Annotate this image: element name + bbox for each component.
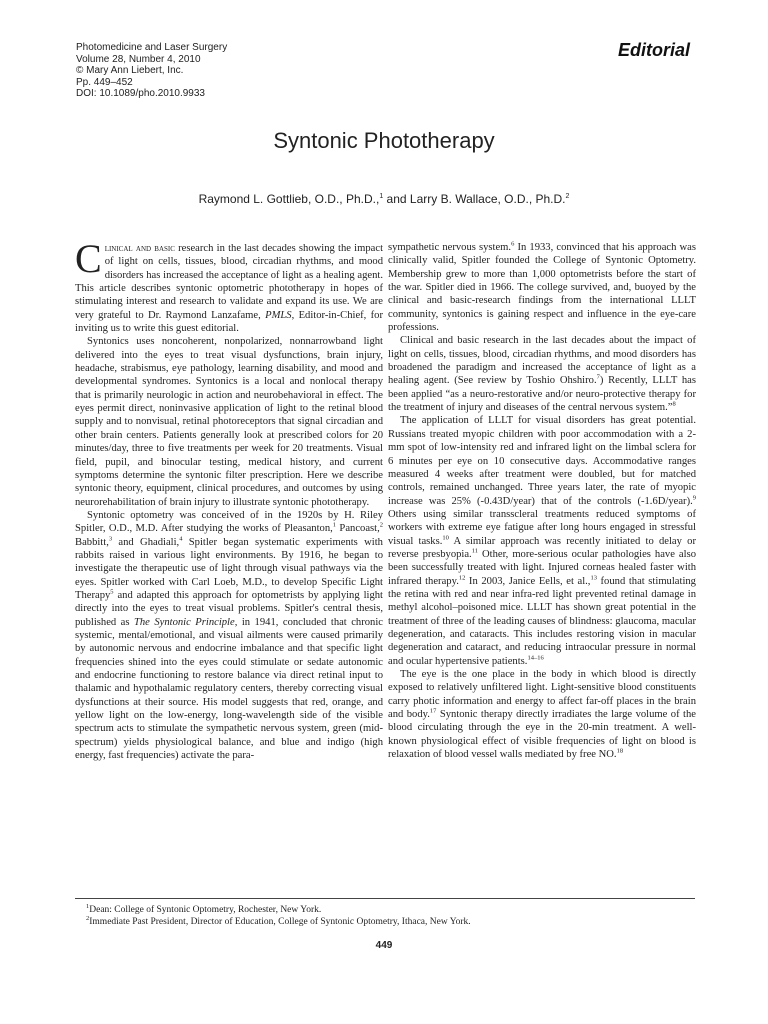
- footnote-text: Immediate Past President, Director of Education, College of Syntonic Optometry, Ithaca, New York.: [89, 917, 471, 927]
- article-title: Syntonic Phototherapy: [273, 128, 495, 153]
- citation: 1: [332, 521, 337, 529]
- text-run: Syntonic therapy directly irradiates the large volume of the blood circulating through the eye in the 20-min treatment. A well-known physiological effect of visible frequencies of light on blood is relaxation of blood vessel walls mediated by free NO.: [388, 709, 696, 761]
- text-run: Spitler began systematic experiments with rabbits raised in various light environments. By 1916, he began to investigate the therapeutic use of light through visual pathways via the eyes. Spitler worked with Carl Loeb, M.D., to develop Specific Light Therapy: [75, 536, 383, 601]
- text-run: Syntonic optometry was conceived of in the 1920s by H. Riley Spitler, O.D., M.D. After studying the works of Pleasanton,: [75, 509, 383, 535]
- journal-publisher: © Mary Ann Liebert, Inc.: [76, 65, 184, 77]
- page-number: 449: [375, 940, 393, 951]
- text-run: , in 1941, concluded that chronic systemic, mental/emotional, and visual ailments were caused primarily by autonomic nervous and endocrine imbalance and that specific light frequencies shined into the eyes could stimulate or sedate autonomic and endocrine functioning to restore balance via direct retinal input to thalamic and hypothalamic regulatory centers, thereby correcting visual dysfunctions at their source. His model suggests that red, orange, and yellow light on the low-energy, long-wavelength side of the visible spectrum acts to stimulate the sympathetic nervous system, green (mid-spectrum) yields physiological balance, and blue and indigo (high energy, fast frequencies) activate the para-: [75, 616, 383, 762]
- text-run: The eye is the one place in the body in which blood is directly exposed to relatively unfiltered light. Light-sensitive blood constituents carry photic information and energy to affect far-off places in the brain and body.: [388, 669, 696, 721]
- author-1: Raymond L. Gottlieb, O.D., Ph.D.,: [198, 192, 380, 206]
- citation: 17: [429, 707, 437, 715]
- section-label: Editorial: [617, 40, 690, 60]
- text-run: found that stimulating the retina with red and near infra-red light prevented retinal damage in methyl alcohol–poisoned mice. LLLT has shown great potential in the treatment of three of the leading causes of blindness: glaucoma, macular degeneration, and cataracts. This includes restoring vision in macular degeneration and cataract, and reducing intraocular pressure in normal and ocular hypertensive patients.: [388, 575, 696, 667]
- text-run: , Editor-in-Chief, for inviting us to write this guest editorial.: [75, 309, 383, 335]
- citation: 8: [672, 400, 676, 408]
- journal-volume: Volume 28, Number 4, 2010: [76, 53, 201, 65]
- author-connector: and Larry B. Wallace, O.D., Ph.D.: [383, 192, 566, 206]
- author-1-affiliation: 1: [379, 193, 384, 200]
- footnote-marker: 1: [86, 902, 90, 910]
- text-run: and Ghadiali,: [112, 536, 180, 548]
- citation: 7: [596, 373, 600, 381]
- footnote-text: Dean: College of Syntonic Optometry, Rochester, New York.: [89, 905, 322, 915]
- text-run: Others using similar transscleral treatments reduced symptoms of workers with extreme eye fatigue after long hours engaged in stressful visual tasks.: [388, 508, 696, 547]
- citation: 2: [379, 521, 383, 529]
- drop-cap: C: [75, 236, 102, 281]
- footnote-marker: 2: [86, 914, 90, 922]
- journal-pages: Pp. 449–452: [76, 76, 133, 88]
- footnote-2: [86, 916, 686, 928]
- text-run: and adapted this approach for optometrists by applying light directly into the eyes to treat visual problems. Spitler's central thesis, published as: [75, 589, 383, 628]
- citation: 13: [590, 574, 597, 582]
- citation: 18: [616, 747, 624, 755]
- citation: 14–16: [527, 654, 544, 662]
- text-run: Other, more-serious ocular pathologies have also been successfully treated with light. Injured corneas healed faster with infrared therapy.: [388, 548, 696, 587]
- paragraph-syntonics: Syntonics uses noncoherent, nonpolarized, nonnarrowband light delivered into the eyes to treat visual dysfunctions, brain injury, headache, strabismus, eye pathology, learning disability, and mood and developmental syndromes. Syntonics is a local and nonlocal therapy that is primarily neurologic in action and neurobehavioral in effect. The eyes permit direct, noninvasive application of light to the retinal blood supply and to nonvisual, retinal photoreceptors that signal circadian and other brain centers. Patients generally look at prescribed colors for 20 minutes/day, three to five treatments per week for 20 treatments. Visual field, pupil, and binocular testing, medical history, and current symptoms determine the syntonic filter prescription. Here we describe syntonic theory, equipment, clinical procedures, and outcomes by using neurorehabilitation of brain injury to illustrate syntonic phototherapy.: [75, 336, 383, 508]
- citation: 6: [511, 240, 515, 248]
- text-run: Babbitt,: [75, 536, 109, 548]
- text-run: Clinical and basic research in the last decades about the impact of light on cells, tissues, blood, circadian rhythms, and mood disorders has broadened the paradigm and increased the acceptance of light as a healing agent. (See review by Toshio Ohshiro.: [388, 335, 696, 387]
- citation: 10: [442, 534, 449, 542]
- author-2-affiliation: 2: [565, 193, 570, 200]
- text-run: A similar approach was recently initiated to delay or reverse presbyopia.: [388, 535, 696, 560]
- text-run: sympathetic nervous system.: [388, 242, 512, 253]
- lead-in: linical and basic: [104, 243, 175, 254]
- paragraph-history: [75, 509, 383, 763]
- citation: 11: [471, 547, 478, 555]
- journal-name: Photomedicine and Laser Surgery: [76, 42, 228, 53]
- text-run: Pancoast,: [336, 523, 380, 535]
- journal-abbrev: PMLS: [265, 309, 292, 321]
- text-run: In 1933, convinced that his approach was clinically valid, Spitler founded the College of Syntonic Optometry. Membership grew to more than 1,000 optometrists before the start of the war. Spitler died in 1966. The college survived, and, buoyed by the clinical and basic-research findings from the international LLLT community, syntonics is gaining respect and influence in the eye-care professions.: [388, 242, 696, 334]
- text-run: research in the last decades showing the impact of light on cells, tissues, blood, circadian rhythms, and mood disorders has increased the acceptance of light as a healing agent. This article describes syntonic optometric phototherapy in hopes of stimulating interest and research to validate and expand its use. We are very grateful to Dr. Raymond Lanzafame,: [75, 243, 384, 321]
- footnotes: [86, 904, 686, 928]
- journal-doi: DOI: 10.1089/pho.2010.9933: [76, 88, 205, 100]
- book-title: The Syntonic Principle: [133, 616, 235, 628]
- paragraph-continued: [388, 241, 696, 334]
- citation: 5: [110, 588, 114, 596]
- citation: 12: [458, 574, 466, 582]
- right-column: [388, 241, 696, 761]
- paragraph-lllt: [388, 414, 696, 668]
- paragraph-research: [388, 334, 696, 414]
- left-column: [75, 236, 384, 762]
- text-run: The application of LLLT for visual disorders has great potential. Russians treated myopic children with poor accommodation with a 2-mm spot of low-intensity red and infrared light on the limbal sclera for 6 minutes per eye on 10 consecutive days. Accommodative ranges measured 4 weeks after treatment were doubled, but for matched controls, remained unchanged. Three years later, the rate of myopic increase was 25% (-0.43D/year) that of the controls (-1.6D/year).: [388, 415, 696, 507]
- citation: 9: [692, 494, 696, 501]
- journal-citation: [76, 42, 336, 100]
- citation: 4: [179, 535, 183, 543]
- citation: 3: [108, 535, 113, 543]
- paragraph-blood: [388, 668, 696, 761]
- text-run: ) Recently, LLLT has been applied “as a neuro-restorative and/or neuro-protective therapy for the treatment of injury and diseases of the central nervous system.”: [388, 375, 696, 414]
- footnote-rule: [75, 898, 695, 899]
- footnote-1: [86, 904, 686, 916]
- text-run: In 2003, Janice Eells, et al.,: [465, 575, 591, 587]
- paragraph-intro: [75, 236, 384, 335]
- article-authors: [0, 192, 768, 206]
